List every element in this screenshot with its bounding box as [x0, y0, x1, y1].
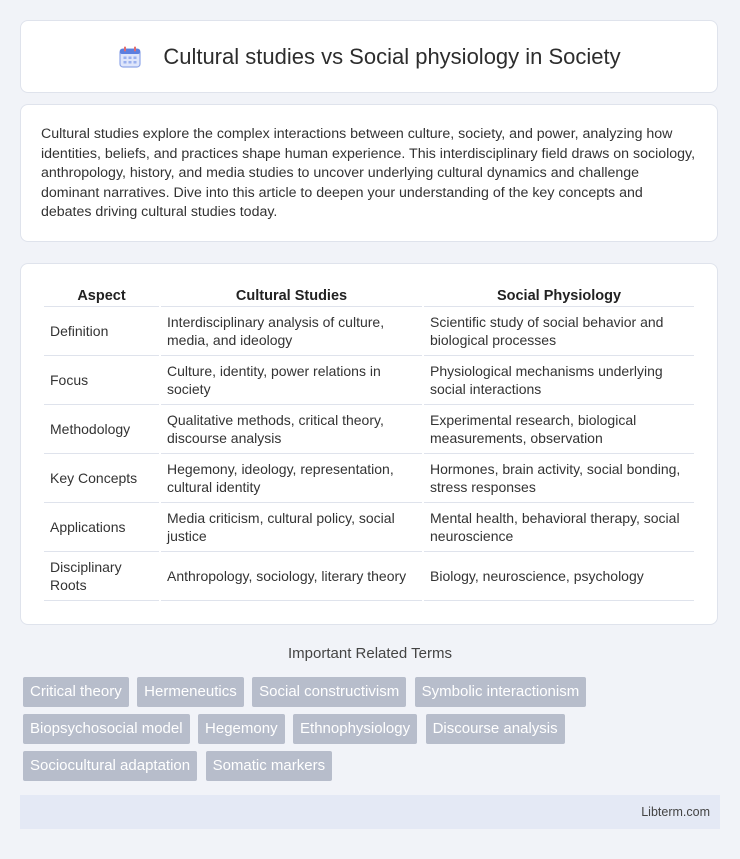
aspect-cell: Key Concepts: [44, 454, 159, 503]
intro-card: [20, 104, 718, 242]
header-aspect: Aspect: [44, 284, 159, 307]
header-card: [20, 20, 718, 93]
page-title: Cultural studies vs Social physiology in Society: [163, 43, 621, 69]
footer-brand-link[interactable]: Libterm.com: [641, 805, 710, 819]
footer: [20, 795, 720, 829]
social-cell: Physiological mechanisms underlying social interactions: [424, 356, 694, 405]
table-header-row: [44, 284, 694, 307]
cultural-cell: Interdisciplinary analysis of culture, media, and ideology: [161, 307, 422, 356]
comparison-table: [42, 284, 696, 601]
table-row: [44, 405, 694, 454]
social-cell: Hormones, brain activity, social bonding, stress responses: [424, 454, 694, 503]
related-term-tag[interactable]: Social constructivism: [252, 677, 406, 707]
table-row: [44, 356, 694, 405]
aspect-cell: Focus: [44, 356, 159, 405]
cultural-cell: Media criticism, cultural policy, social justice: [161, 503, 422, 552]
social-cell: Mental health, behavioral therapy, social neuroscience: [424, 503, 694, 552]
social-cell: Scientific study of social behavior and biological processes: [424, 307, 694, 356]
related-term-tag[interactable]: Discourse analysis: [426, 714, 565, 744]
calendar-icon: [117, 44, 143, 70]
cultural-cell: Hegemony, ideology, representation, cultural identity: [161, 454, 422, 503]
related-term-tag[interactable]: Hegemony: [198, 714, 285, 744]
cultural-cell: Culture, identity, power relations in society: [161, 356, 422, 405]
related-term-tag[interactable]: Biopsychosocial model: [23, 714, 190, 744]
header-social-physiology: Social Physiology: [424, 284, 694, 307]
header-cultural-studies: Cultural Studies: [161, 284, 422, 307]
aspect-cell: Applications: [44, 503, 159, 552]
aspect-cell: Methodology: [44, 405, 159, 454]
table-row: [44, 552, 694, 601]
cultural-cell: Qualitative methods, critical theory, discourse analysis: [161, 405, 422, 454]
intro-text: Cultural studies explore the complex interactions between culture, society, and power, analyzing how identities, beliefs, and practices shape human experience. This interdisciplinary field draws on sociology, anthropology, history, and media studies to uncover underlying cultural dynamics and challenge dominant narratives. Dive into this article to deepen your understanding of the key concepts and debates driving cultural studies today.: [41, 126, 696, 220]
related-terms-title: Important Related Terms: [288, 645, 452, 662]
related-term-tag[interactable]: Symbolic interactionism: [415, 677, 587, 707]
cultural-cell: Anthropology, sociology, literary theory: [161, 552, 422, 601]
related-term-tag[interactable]: Hermeneutics: [137, 677, 244, 707]
related-terms-list: [23, 677, 723, 788]
table-row: [44, 503, 694, 552]
aspect-cell: Definition: [44, 307, 159, 356]
related-term-tag[interactable]: Critical theory: [23, 677, 129, 707]
related-term-tag[interactable]: Sociocultural adaptation: [23, 751, 197, 781]
related-term-tag[interactable]: Somatic markers: [206, 751, 333, 781]
table-row: [44, 307, 694, 356]
comparison-card: [20, 263, 718, 625]
related-term-tag[interactable]: Ethnophysiology: [293, 714, 417, 744]
social-cell: Experimental research, biological measurements, observation: [424, 405, 694, 454]
table-row: [44, 454, 694, 503]
aspect-cell: Disciplinary Roots: [44, 552, 159, 601]
social-cell: Biology, neuroscience, psychology: [424, 552, 694, 601]
